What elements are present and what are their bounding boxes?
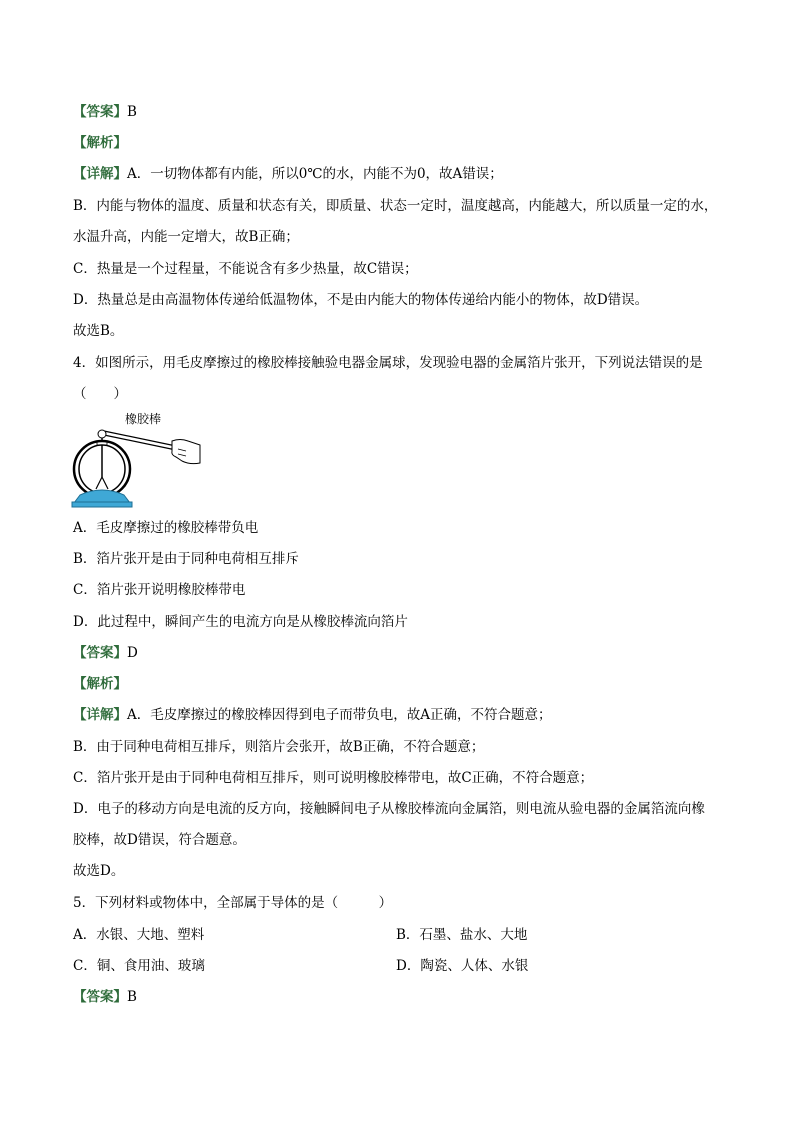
answer-value: B: [127, 104, 137, 120]
electroscope-base: [74, 490, 130, 503]
foil-leaf-right: [102, 477, 108, 489]
answer-value: D: [127, 645, 138, 661]
answer-tag: 【答案】: [73, 989, 127, 1005]
q5-option-b: B．石墨、盐水、大地: [396, 927, 528, 943]
q4-stem-line-1: 4．如图所示，用毛皮摩擦过的橡胶棒接触验电器金属球，发现验电器的金属箔片张开，下列说法错误的是: [73, 355, 703, 371]
q3-analysis-heading: [73, 134, 127, 152]
detail-tag: 【详解】: [73, 707, 127, 723]
q3-conclusion: 故选B。: [73, 323, 124, 339]
q4-option-d: D．此过程中，瞬间产生的电流方向是从橡胶棒流向箔片: [73, 614, 408, 630]
q4-detail-line-2: B．由于同种电荷相互排斥，则箔片会张开，故B正确，不符合题意；: [73, 739, 485, 755]
q5-option-d: D．陶瓷、人体、水银: [396, 958, 529, 974]
q3-detail-line-3: 水温升高，内能一定增大，故B正确；: [73, 229, 299, 245]
q3-detail-line-2: B．内能与物体的温度、质量和状态有关，即质量、状态一定时，温度越高，内能越大，所以质量一定的水，: [73, 198, 718, 214]
detail-text: A．毛皮摩擦过的橡胶棒因得到电子而带负电，故A正确，不符合题意；: [127, 707, 552, 723]
q4-detail-line-3: C．箔片张开是由于同种电荷相互排斥，则可说明橡胶棒带电，故C正确，不符合题意；: [73, 770, 594, 786]
answer-value: B: [127, 989, 137, 1005]
foil-leaf-left: [96, 477, 102, 489]
q4-detail-line-5: 胶棒，故D错误，符合题意。: [73, 832, 246, 848]
q3-answer: [73, 103, 137, 121]
detail-text: A．一切物体都有内能，所以0℃的水，内能不为0，故A错误；: [127, 166, 503, 182]
q3-detail-line-1: [73, 165, 503, 183]
q5-stem: 5．下列材料或物体中，全部属于导体的是（ ）: [73, 895, 393, 911]
q4-option-b: B．箔片张开是由于同种电荷相互排斥: [73, 551, 299, 567]
q4-option-a: A．毛皮摩擦过的橡胶棒带负电: [73, 520, 259, 536]
electroscope-figure: [68, 405, 208, 515]
q5-option-a: A．水银、大地、塑料: [73, 927, 205, 943]
q4-detail-line-4: D．电子的移动方向是电流的反方向，接触瞬间电子从橡胶棒流向金属箔，则电流从验电器的金属箔流向橡: [73, 801, 705, 817]
q3-detail-line-5: D．热量总是由高温物体传递给低温物体，不是由内能大的物体传递给内能小的物体，故D错误。: [73, 292, 649, 308]
analysis-tag: 【解析】: [73, 135, 127, 151]
q4-option-c: C．箔片张开说明橡胶棒带电: [73, 582, 246, 598]
q4-answer: [73, 644, 138, 662]
q3-detail-line-4: C．热量是一个过程量，不能说含有多少热量，故C错误；: [73, 261, 418, 277]
q4-detail-line-1: [73, 706, 552, 724]
q5-answer: [73, 988, 137, 1006]
q4-analysis-heading: [73, 675, 127, 693]
hand-icon: [172, 440, 200, 464]
analysis-tag: 【解析】: [73, 676, 127, 692]
q4-stem-line-2: （ ）: [73, 386, 127, 402]
metal-ball: [98, 430, 106, 438]
rubber-rod-edge: [104, 435, 176, 450]
detail-tag: 【详解】: [73, 166, 127, 182]
q4-conclusion: 故选D。: [73, 863, 125, 879]
q5-option-c: C．铜、食用油、玻璃: [73, 958, 205, 974]
answer-tag: 【答案】: [73, 104, 127, 120]
answer-tag: 【答案】: [73, 645, 127, 661]
figure-label-rubber-rod: 橡胶棒: [125, 412, 162, 426]
